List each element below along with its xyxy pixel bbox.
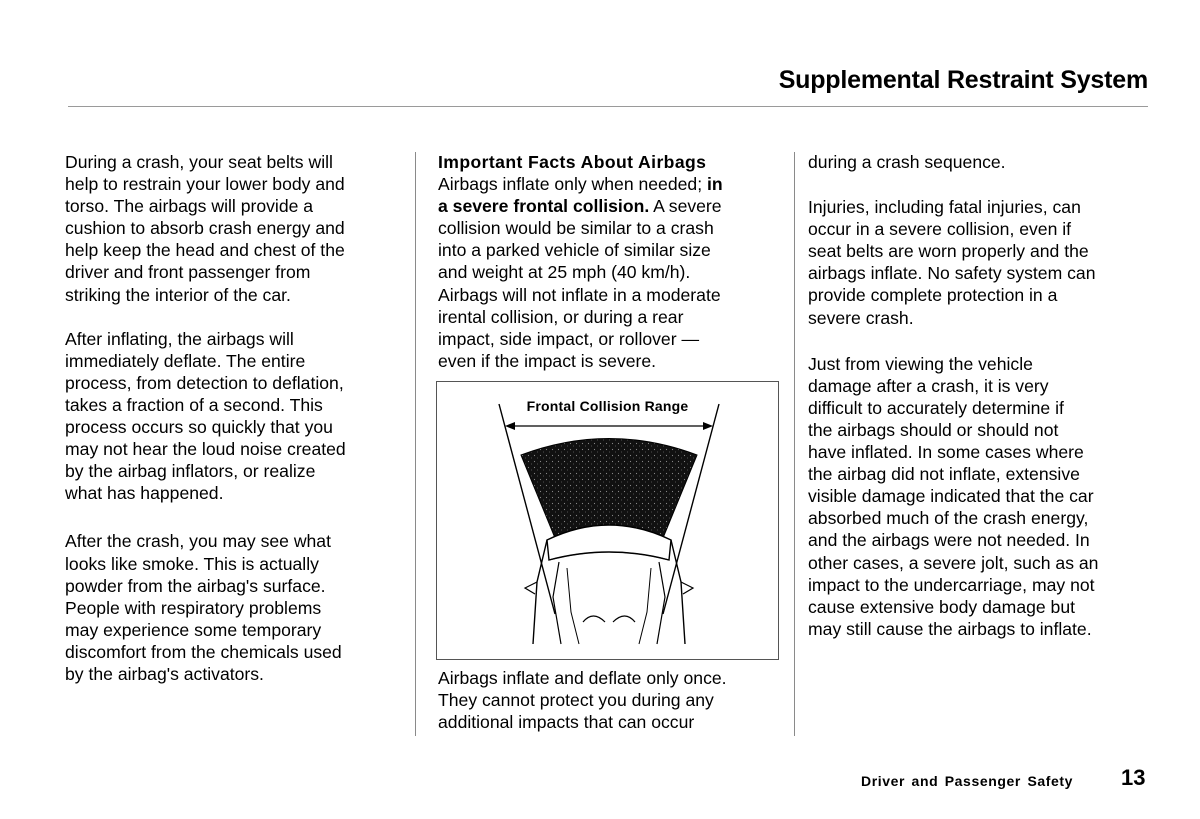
column-2-after-figure — [438, 667, 784, 733]
text-line: and weight at 25 mph (40 km/h). — [438, 262, 691, 283]
text-line: looks like smoke. This is actually — [65, 553, 319, 574]
text-line: what has happened. — [65, 483, 224, 504]
text-line: Injuries, including fatal injuries, can — [808, 197, 1081, 218]
text-line: absorbed much of the crash energy, — [808, 508, 1089, 529]
text-line: After inflating, the airbags will — [65, 328, 294, 349]
text-line: help to restrain your lower body and — [65, 174, 345, 195]
text-line: Airbags will not inflate in a moderate — [438, 284, 721, 305]
column-1 — [65, 151, 410, 685]
text-run: A severe — [649, 196, 722, 217]
column-divider — [415, 152, 416, 736]
text-line — [438, 173, 784, 195]
car-collision-illustration — [437, 382, 780, 661]
footer-section-title: Driver and Passenger Safety — [861, 773, 1074, 789]
bold-text-run: a severe frontal collision. — [438, 196, 650, 217]
column-divider — [794, 152, 795, 736]
column-2 — [438, 151, 784, 372]
text-line: may still cause the airbags to inflate. — [808, 618, 1092, 639]
text-line: into a parked vehicle of similar size — [438, 240, 711, 261]
header-rule — [68, 106, 1148, 107]
text-line: After the crash, you may see what — [65, 531, 331, 552]
text-line: driver and front passenger from — [65, 262, 311, 283]
text-line: may experience some temporary — [65, 619, 322, 640]
text-line: occur in a severe collision, even if — [808, 219, 1072, 240]
page-number: 13 — [1121, 765, 1146, 790]
text-line: process, from detection to deflation, — [65, 372, 344, 393]
text-line: by the airbag's activators. — [65, 663, 264, 684]
text-line: help keep the head and chest of the — [65, 240, 345, 261]
text-line: cushion to absorb crash energy and — [65, 218, 345, 239]
frontal-collision-range-figure — [436, 381, 779, 660]
text-line: provide complete protection in a — [808, 285, 1058, 306]
text-line: Just from viewing the vehicle — [808, 353, 1033, 374]
section-subheading: Important Facts About Airbags — [438, 152, 707, 172]
text-line: during a crash sequence. — [808, 152, 1006, 172]
text-line: the airbags should or should not — [808, 419, 1059, 440]
text-line: They cannot protect you during any — [438, 690, 714, 711]
text-line: by the airbag inflators, or realize — [65, 461, 316, 482]
text-line: collision would be similar to a crash — [438, 218, 714, 239]
text-line: powder from the airbag's surface. — [65, 575, 326, 596]
text-line: damage after a crash, it is very — [808, 375, 1049, 396]
text-line: takes a fraction of a second. This — [65, 394, 323, 415]
text-line: airbags inflate. No safety system can — [808, 263, 1096, 284]
text-line: discomfort from the chemicals used — [65, 641, 342, 662]
text-line: impact, side impact, or rollover — — [438, 328, 700, 349]
text-line: impact to the undercarriage, may not — [808, 574, 1095, 595]
text-line: difficult to accurately determine if — [808, 397, 1064, 418]
text-line: Airbags inflate and deflate only once. — [438, 668, 727, 688]
text-line: have inflated. In some cases where — [808, 442, 1084, 463]
text-run: Airbags inflate only when needed; — [438, 174, 707, 195]
text-line: may not hear the loud noise created — [65, 439, 346, 460]
text-line: severe crash. — [808, 307, 914, 328]
text-line: During a crash, your seat belts will — [65, 152, 333, 172]
bold-text-run: in — [706, 174, 723, 195]
text-line: process occurs so quickly that you — [65, 417, 333, 438]
page-title: Supplemental Restraint System — [778, 66, 1148, 94]
text-line: immediately deflate. The entire — [65, 350, 306, 371]
text-line: People with respiratory problems — [65, 597, 322, 618]
text-line — [438, 195, 784, 217]
text-line: visible damage indicated that the car — [808, 486, 1094, 507]
text-line: other cases, a severe jolt, such as an — [808, 552, 1099, 573]
text-line: seat belts are worn properly and the — [808, 241, 1089, 262]
text-line: additional impacts that can occur — [438, 712, 695, 733]
figure-label: Frontal Collision Range — [526, 398, 689, 414]
text-line: torso. The airbags will provide a — [65, 196, 314, 217]
text-line: even if the impact is severe. — [438, 350, 657, 371]
column-3 — [808, 151, 1153, 640]
text-line: the airbag did not inflate, extensive — [808, 464, 1080, 485]
text-line: and the airbags were not needed. In — [808, 530, 1090, 551]
text-line: irental collision, or during a rear — [438, 306, 684, 327]
text-line: cause extensive body damage but — [808, 596, 1076, 617]
text-line: striking the interior of the car. — [65, 284, 291, 305]
